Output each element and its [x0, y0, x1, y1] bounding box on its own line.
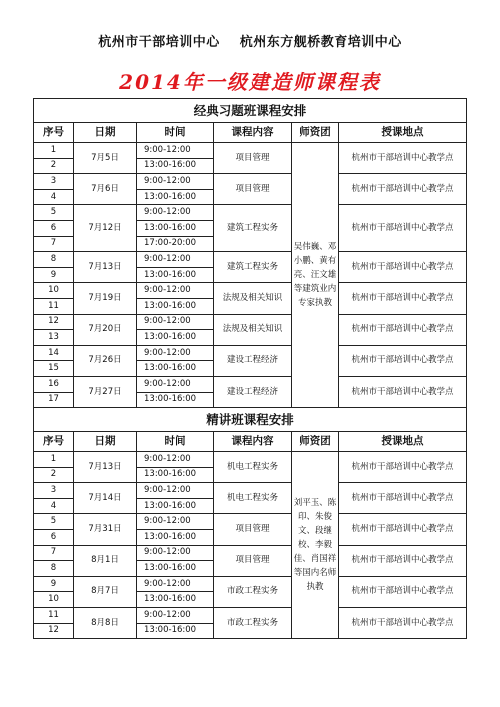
- session-time: 9:00-12:00: [137, 483, 214, 499]
- venue: 杭州市干部培训中心教学点: [339, 483, 467, 514]
- session-time: 13:00-16:00: [137, 467, 214, 483]
- session-time: 9:00-12:00: [137, 345, 214, 361]
- session-time: 9:00-12:00: [137, 143, 214, 159]
- course-name: 建筑工程实务: [214, 252, 292, 283]
- venue: 杭州市干部培训中心教学点: [339, 174, 467, 205]
- session-time: 9:00-12:00: [137, 576, 214, 592]
- column-header: 序号: [34, 432, 74, 452]
- session-date: 7月31日: [74, 514, 137, 545]
- row-number: 7: [34, 236, 74, 252]
- session-time: 9:00-12:00: [137, 452, 214, 468]
- row-number: 1: [34, 452, 74, 468]
- row-number: 17: [34, 392, 74, 408]
- session-time: 13:00-16:00: [137, 530, 214, 546]
- venue: 杭州市干部培训中心教学点: [339, 283, 467, 314]
- row-number: 2: [34, 158, 74, 174]
- session-time: 13:00-16:00: [137, 158, 214, 174]
- venue: 杭州市干部培训中心教学点: [339, 345, 467, 376]
- column-header: 时间: [137, 432, 214, 452]
- table-row: [34, 608, 467, 624]
- venue: 杭州市干部培训中心教学点: [339, 545, 467, 576]
- session-time: 13:00-16:00: [137, 623, 214, 639]
- venue: 杭州市干部培训中心教学点: [339, 576, 467, 607]
- page-title: 2014年一级建造师课程表: [119, 70, 381, 94]
- column-header: 师资团: [292, 123, 339, 143]
- session-date: 7月13日: [74, 452, 137, 483]
- session-time: 9:00-12:00: [137, 376, 214, 392]
- session-time: 13:00-16:00: [137, 189, 214, 205]
- row-number: 1: [34, 143, 74, 159]
- row-number: 10: [34, 592, 74, 608]
- venue: 杭州市干部培训中心教学点: [339, 376, 467, 407]
- column-header: 课程内容: [214, 123, 292, 143]
- row-number: 5: [34, 514, 74, 530]
- column-header: 课程内容: [214, 432, 292, 452]
- session-time: 13:00-16:00: [137, 220, 214, 236]
- session-date: 8月7日: [74, 576, 137, 607]
- session-date: 7月19日: [74, 283, 137, 314]
- session-time: 9:00-12:00: [137, 174, 214, 190]
- schedule-table: [33, 98, 467, 639]
- teacher-team: 刘平玉、陈印、朱俊文、段继校、李毅佳、肖国祥等国内名师执教: [292, 452, 339, 639]
- session-date: 7月20日: [74, 314, 137, 345]
- table-row: [34, 345, 467, 361]
- column-header: 日期: [74, 432, 137, 452]
- session-date: 7月5日: [74, 143, 137, 174]
- row-number: 16: [34, 376, 74, 392]
- course-name: 项目管理: [214, 143, 292, 174]
- row-number: 12: [34, 623, 74, 639]
- organizer-line: 杭州市干部培训中心 杭州东方舰桥教育培训中心: [98, 35, 402, 50]
- table-row: [34, 205, 467, 221]
- table-row: [34, 283, 467, 299]
- column-header-row: [34, 123, 467, 143]
- table-row: [34, 483, 467, 499]
- table-row: [34, 514, 467, 530]
- table-row: [34, 576, 467, 592]
- session-time: 13:00-16:00: [137, 592, 214, 608]
- session-date: 7月13日: [74, 252, 137, 283]
- row-number: 7: [34, 545, 74, 561]
- session-time: 13:00-16:00: [137, 498, 214, 514]
- table-row: [34, 143, 467, 159]
- column-header: 日期: [74, 123, 137, 143]
- session-date: 7月14日: [74, 483, 137, 514]
- course-name: 市政工程实务: [214, 576, 292, 607]
- teacher-team: 吴伟巍、邓小鹏、黄有亮、汪文雄等建筑业内专家执教: [292, 143, 339, 408]
- session-time: 13:00-16:00: [137, 392, 214, 408]
- session-time: 9:00-12:00: [137, 283, 214, 299]
- session-date: 7月26日: [74, 345, 137, 376]
- course-name: 机电工程实务: [214, 483, 292, 514]
- course-name: 建筑工程实务: [214, 205, 292, 252]
- course-name: 机电工程实务: [214, 452, 292, 483]
- table-row: [34, 545, 467, 561]
- venue: 杭州市干部培训中心教学点: [339, 608, 467, 639]
- venue: 杭州市干部培训中心教学点: [339, 143, 467, 174]
- row-number: 11: [34, 608, 74, 624]
- row-number: 3: [34, 483, 74, 499]
- session-time: 13:00-16:00: [137, 330, 214, 346]
- course-name: 项目管理: [214, 174, 292, 205]
- session-date: 8月8日: [74, 608, 137, 639]
- row-number: 10: [34, 283, 74, 299]
- course-name: 建设工程经济: [214, 345, 292, 376]
- row-number: 8: [34, 252, 74, 268]
- session-date: 7月27日: [74, 376, 137, 407]
- row-number: 5: [34, 205, 74, 221]
- venue: 杭州市干部培训中心教学点: [339, 452, 467, 483]
- row-number: 4: [34, 498, 74, 514]
- course-name: 法规及相关知识: [214, 283, 292, 314]
- table-row: [34, 314, 467, 330]
- session-time: 13:00-16:00: [137, 298, 214, 314]
- course-name: 法规及相关知识: [214, 314, 292, 345]
- row-number: 3: [34, 174, 74, 190]
- table-row: [34, 376, 467, 392]
- session-time: 13:00-16:00: [137, 267, 214, 283]
- session-date: 7月6日: [74, 174, 137, 205]
- table-row: [34, 452, 467, 468]
- row-number: 12: [34, 314, 74, 330]
- course-name: 市政工程实务: [214, 608, 292, 639]
- venue: 杭州市干部培训中心教学点: [339, 205, 467, 252]
- session-time: 9:00-12:00: [137, 252, 214, 268]
- session-time: 13:00-16:00: [137, 361, 214, 377]
- session-time: 9:00-12:00: [137, 205, 214, 221]
- row-number: 14: [34, 345, 74, 361]
- venue: 杭州市干部培训中心教学点: [339, 252, 467, 283]
- row-number: 2: [34, 467, 74, 483]
- session-time: 9:00-12:00: [137, 514, 214, 530]
- row-number: 9: [34, 576, 74, 592]
- session-time: 13:00-16:00: [137, 561, 214, 577]
- column-header: 师资团: [292, 432, 339, 452]
- column-header: 授课地点: [339, 123, 467, 143]
- session-time: 9:00-12:00: [137, 314, 214, 330]
- column-header-row: [34, 432, 467, 452]
- table-row: [34, 174, 467, 190]
- session-time: 17:00-20:00: [137, 236, 214, 252]
- course-name: 项目管理: [214, 545, 292, 576]
- session-time: 9:00-12:00: [137, 545, 214, 561]
- session-date: 8月1日: [74, 545, 137, 576]
- row-number: 9: [34, 267, 74, 283]
- venue: 杭州市干部培训中心教学点: [339, 514, 467, 545]
- row-number: 4: [34, 189, 74, 205]
- section-title: 精讲班课程安排: [34, 408, 467, 432]
- row-number: 11: [34, 298, 74, 314]
- table-row: [34, 252, 467, 268]
- column-header: 授课地点: [339, 432, 467, 452]
- section-header-row: [34, 99, 467, 123]
- row-number: 13: [34, 330, 74, 346]
- course-name: 项目管理: [214, 514, 292, 545]
- section-header-row: [34, 408, 467, 432]
- row-number: 6: [34, 220, 74, 236]
- row-number: 15: [34, 361, 74, 377]
- session-date: 7月12日: [74, 205, 137, 252]
- column-header: 序号: [34, 123, 74, 143]
- venue: 杭州市干部培训中心教学点: [339, 314, 467, 345]
- session-time: 9:00-12:00: [137, 608, 214, 624]
- row-number: 6: [34, 530, 74, 546]
- course-name: 建设工程经济: [214, 376, 292, 407]
- column-header: 时间: [137, 123, 214, 143]
- section-title: 经典习题班课程安排: [34, 99, 467, 123]
- row-number: 8: [34, 561, 74, 577]
